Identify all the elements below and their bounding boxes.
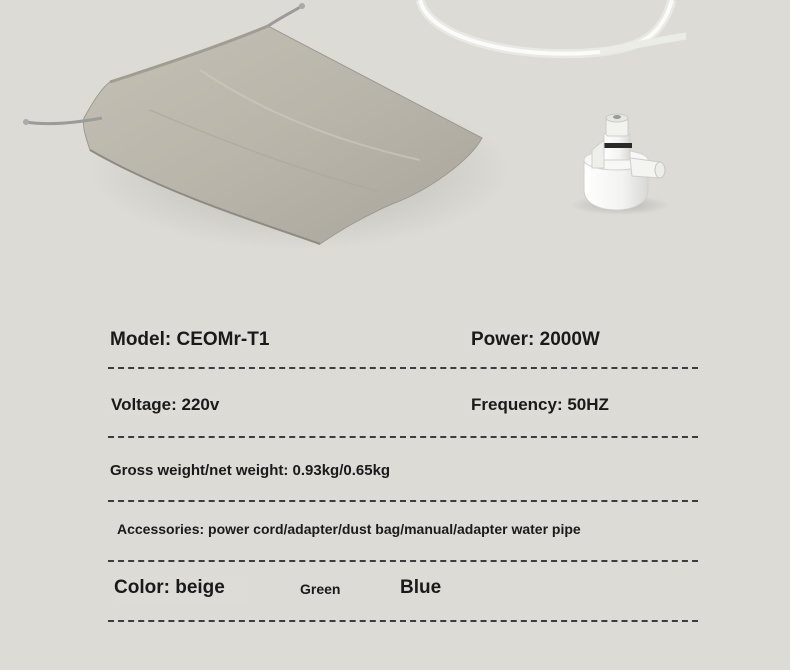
adapter-image bbox=[570, 114, 670, 215]
accessories-spec: Accessories: power cord/adapter/dust bag/manual/adapter water pipe bbox=[117, 521, 581, 537]
dust-bag-image bbox=[23, 3, 510, 250]
color-spec: Color: beige bbox=[114, 577, 247, 602]
model-spec: Model: CEOMr-T1 bbox=[110, 329, 270, 350]
divider bbox=[108, 500, 698, 502]
voltage-spec: Voltage: 220v bbox=[111, 395, 220, 414]
divider bbox=[108, 367, 698, 369]
water-pipe-image bbox=[420, 0, 686, 54]
accessories-photo bbox=[0, 0, 790, 300]
power-spec: Power: 2000W bbox=[471, 329, 600, 350]
weight-spec: Gross weight/net weight: 0.93kg/0.65kg bbox=[110, 462, 391, 479]
divider bbox=[108, 560, 698, 562]
frequency-spec: Frequency: 50HZ bbox=[471, 395, 609, 414]
color-option-green: Green bbox=[300, 581, 341, 597]
divider bbox=[108, 620, 698, 622]
color-option-blue: Blue bbox=[400, 577, 442, 598]
divider bbox=[108, 436, 698, 438]
